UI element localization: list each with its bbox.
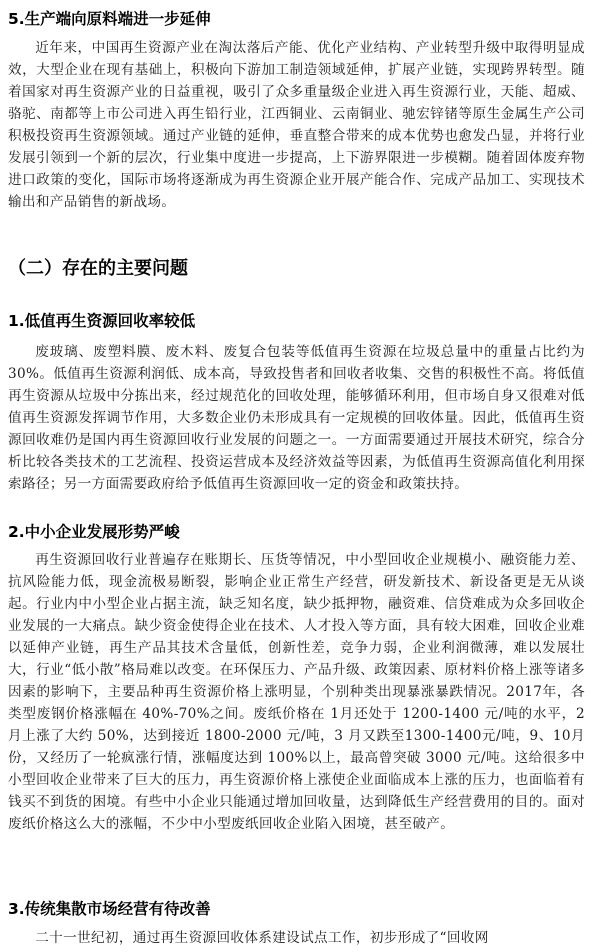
- section-5-paragraph: 近年来，中国再生资源产业在淘汰落后产能、优化产业结构、产业转型升级中取得明显成效，大型企业在现有基础上，积极向下游加工制造领域延伸，扩展产业链，实现跨界转型。随着国家对再生资源产业的日益重视，吸引了众多重量级企业进入再生资源行业，天能、超威、骆驼、南都等上市公司进入再生铅行业，江西铜业、云南铜业、驰宏锌锗等原生金属生产公司积极投资再生资源领域。通过产业链的延伸，垂直整合带来的成本优势也愈发凸显，并将行业发展引领到一个新的层次，行业集中度进一步提高，上下游界限进一步模糊。随着固体废弃物进口政策的变化，国际市场将逐渐成为再生资源企业开展产能合作、完成产品加工、实现技术输出和产品销售的新战场。: [8, 40, 585, 210]
- section-heading-3: 3.传统集散市场经营有待改善: [8, 900, 211, 918]
- section-1-paragraph: 废玻璃、废塑料膜、废木料、废复合包装等低值再生资源在垃圾总量中的重量占比约为30%。低值再生资源利润低、成本高，导致投售者和回收者收集、交售的积极性不高。将低值再生资源从垃圾中分拣出来，经过规范化的回收处理，能够循环利用，但市场自身又很难对低值再生资源发挥调节作用，大多数企业仍未形成具有一定规模的回收体量。因此，低值再生资源回收难仍是国内再生资源回收行业发展的问题之一。一方面需要通过开展技术研究，综合分析比较各类技术的工艺流程、投资运营成本及经济效益等因素，为低值再生资源高值化利用探索路径；另一方面需要政府给予低值再生资源回收一定的资金和政策扶持。: [8, 344, 585, 492]
- section-heading-2: 2.中小企业发展形势严峻: [8, 523, 180, 541]
- section-3-paragraph: 二十一世纪初，通过再生资源回收体系建设试点工作，初步形成了“回收网: [35, 930, 489, 946]
- section-heading-5: 5.生产端向原料端进一步延伸: [8, 10, 211, 28]
- section-heading-1: 1.低值再生资源回收率较低: [8, 312, 196, 330]
- chapter-heading-problems: （二）存在的主要问题: [8, 258, 188, 279]
- section-2-paragraph: 再生资源回收行业普遍存在账期长、压货等情况，中小型回收企业规模小、融资能力差、抗风险能力低，现金流极易断裂，影响企业正常生产经营，研发新技术、新设备更是无从谈起。行业内中小型企业占据主流，缺乏知名度，缺少抵押物，融资难、信贷难成为众多回收企业发展的一大痛点。缺少资金使得企业在技术、人才投入等方面，具有较大困难，回收企业难以延伸产业链，再生产品其技术含量低，创新性差，竞争力弱，企业利润微薄，难以发展壮大，行业“低小散”格局难以改变。在环保压力、产品升级、政策因素、原材料价格上涨等诸多因素的影响下，主要品种再生资源价格上涨明显，个别种类出现暴涨暴跌情况。2017年，各类型废钢价格涨幅在 40%-70%之间。废纸价格在 1月还处于 1200-1400 元/吨的水平，2 月上涨了大约 50%，达到接近 1800-2000 元/吨，3 月又跌至1300-1400元/吨，9、10月份，又经历了一轮疯涨行情，涨幅度达到 100%以上，最高曾突破 3000 元/吨。这给很多中小型回收企业带来了巨大的压力，再生资源价格上涨使企业面临成本上涨的压力，也面临着有钱买不到货的困境。有些中小企业只能通过增加回收量，达到降低生产经营费用的目的。面对废纸价格这么大的涨幅，不少中小型废纸回收企业陷入困境，甚至破产。: [8, 552, 585, 832]
